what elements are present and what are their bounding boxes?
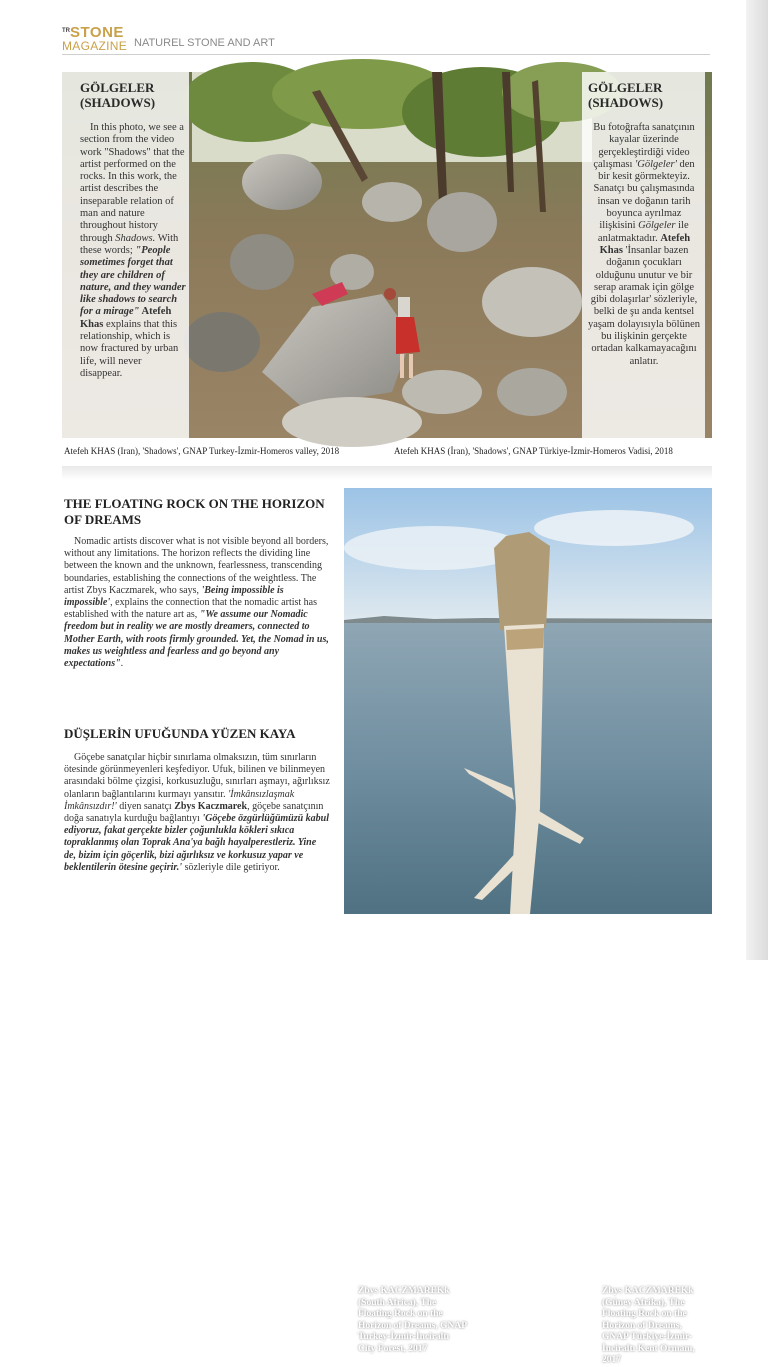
- shadows-turkish-panel: [582, 72, 705, 438]
- logo-magazine: MAGAZINE: [62, 39, 128, 53]
- section-divider: [62, 466, 712, 480]
- floating-rock-caption-turkish: Zbys KACZMAREKk (Güney Afrika), The Floating Rock on the Horizon of Dreams, GNAP Türkiye-İzmir-İnciraltı Kent Ormanı, 2017: [602, 1286, 695, 1365]
- shadows-english-text: In this photo, we see a section from the video work "Shadows" that the artist performed on the rocks. In this work, the artist describes the inseparable relation of man and nature throughout history through Shadows. With these words; "People sometimes forget that they are children of nature, and they wander like shadows to search for a mirage" Atefeh Khas explains that this relationship, which is now fractured by urban life, will never disappear.: [80, 122, 186, 379]
- floating-rock-caption-english: Zbys KACZMAREKk (South Africa), The Floating Rock on the Horizon of Dreams, GNAP Turkey-İzmir-İnciraltı City Forest, 2017: [358, 1286, 467, 1354]
- logo-stone: STONE: [70, 24, 124, 41]
- shadows-english-panel: [62, 72, 189, 438]
- floating-rock-english-text: Nomadic artists discover what is not visible beyond all borders, without any limitations. The horizon reflects the dividing line between the known and the unknown, fearlessness, transcending boundaries, establishing the connections of the weightless. The artist Zbys Kaczmarek, who says, 'Being impossible is impossible', explains the connection that the nomadic artist has established with the nature art as, "We assume our Nomadic freedom but in reality we are mostly dreamers, connected to Mother Earth, with roots firmly grounded. Yet, the Nomad in us, makes us weightless and fearless and go beyond any expectations".: [64, 536, 329, 670]
- shadows-caption-english: Atefeh KHAS (Iran), 'Shadows', GNAP Turkey-İzmir-Homeros valley, 2018: [64, 446, 340, 456]
- floating-rock-english-title: THE FLOATING ROCK ON THE HORIZON OF DREAMS: [64, 496, 325, 527]
- header-rule: [62, 54, 710, 55]
- magazine-header: [62, 26, 710, 56]
- page-edge: [746, 0, 768, 960]
- logo-tr: TR: [62, 28, 70, 34]
- shadows-caption-turkish: Atefeh KHAS (İran), 'Shadows', GNAP Türkiye-İzmir-Homeros Vadisi, 2018: [394, 446, 673, 456]
- shadows-photo: [62, 72, 712, 438]
- shadows-turkish-text: Bu fotoğrafta sanatçının kayalar üzerinde gerçekleştirdiği video çalışması 'Gölgeler' den bir kesit görmekteyiz. Sanatçı bu çalışmasında insan ve doğanın tarih boyunca ayrılmaz ilişkisini Gölgeler ile anlatmaktadır. Atefeh Khas 'İnsanlar bazen doğanın çocukları olduğunu unutur ve bir serap aramak için gölge gibi dolaşırlar' sözleriyle, belki de şu anda kentsel yaşam dolayısıyla bölünen bu ilişkinin gerçekte ortadan kalkamayacağını anlatır.: [588, 122, 700, 367]
- floating-rock-turkish-text: Göçebe sanatçılar hiçbir sınırlama olmaksızın, tüm sınırların ötesinde görünmeyenleri keşfediyor. Ufuk, bilinen ve bilinmeyen arasındaki bölme çizgisi, korkusuzluğu, sınırları aşmayı, ağırlıksız olanların bağlantılarını kurmayı yansıtır. 'İmkânsızlaşmak İmkânsızdır!' diyen sanatçı Zbys Kaczmarek, göçebe sanatçının doğa sanatıyla kurduğu bağlantıyı 'Göçebe özgürlüğümüzü kabul ediyoruz, fakat gerçekte bizler çoğunlukla kökleri sıkıca topraklanmış olan Toprak Ana'ya bağlı hayalperestleriz. Yine de, bizim için göçerlik, bizi ağırlıksız ve korkusuz yapar ve beklentilerin ötesine geçirir.' sözleriyle dile getiriyor.: [64, 752, 330, 873]
- header-tagline: NATUREL STONE AND ART: [134, 37, 275, 49]
- shadows-turkish-title: GÖLGELER (SHADOWS): [588, 80, 664, 110]
- floating-rock-turkish-title: DÜŞLERİN UFUĞUNDA YÜZEN KAYA: [64, 726, 296, 741]
- shadows-english-title: GÖLGELER (SHADOWS): [80, 80, 156, 110]
- floating-rock-photo-illustration: [344, 488, 712, 914]
- floating-rock-photo: [344, 488, 712, 1365]
- stone-magazine-logo: [62, 26, 128, 54]
